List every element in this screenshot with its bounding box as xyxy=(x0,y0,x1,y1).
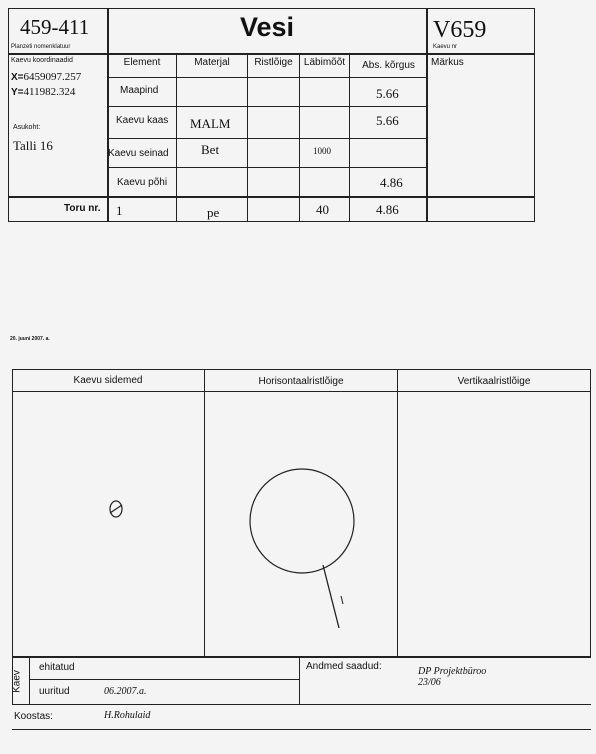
compiled-label: Koostas: xyxy=(14,711,53,722)
col-header-element: Element xyxy=(123,57,161,68)
pipe-number: 1 xyxy=(116,203,123,218)
page-title: Vesi xyxy=(239,12,295,42)
coords-label: Kaevu koordinaadid xyxy=(11,57,73,64)
x-label: X= xyxy=(11,72,24,83)
nomenclature-label: Planzeti nomenklatuur xyxy=(11,44,71,50)
x-coordinate xyxy=(11,71,81,83)
data-source-value: DP Projektbüroo xyxy=(418,666,487,677)
surveyed-date: 06.2007.a. xyxy=(104,686,147,697)
panel-title-connections: Kaevu sidemed xyxy=(73,375,143,386)
pipe-diameter: 40 xyxy=(316,202,329,217)
col-header-remarks: Märkus xyxy=(431,57,464,68)
well-label: Kaev xyxy=(11,670,23,693)
well-connection-symbol xyxy=(106,498,126,520)
data-source-date: 23/06 xyxy=(418,677,441,688)
panel-title-horizontal-section: Horisontaalristlõige xyxy=(258,376,344,387)
location-value: Talli 16 xyxy=(13,138,53,153)
data-source-label: Andmed saadud: xyxy=(306,661,382,672)
row-height: 5.66 xyxy=(376,86,399,101)
pipe-material: pe xyxy=(207,205,220,220)
y-coordinate xyxy=(11,86,75,98)
row-material: Bet xyxy=(201,142,220,157)
built-label: ehitatud xyxy=(39,662,75,673)
y-label: Y= xyxy=(11,87,24,98)
row-diameter: 1000 xyxy=(313,146,331,156)
location-label: Asukoht: xyxy=(13,124,41,131)
row-element: Kaevu põhi xyxy=(117,177,168,188)
row-element: Kaevu kaas xyxy=(116,115,169,126)
col-header-abs-height: Abs. kõrgus xyxy=(362,60,415,71)
well-number: V659 xyxy=(433,17,487,43)
horizontal-section-drawing xyxy=(245,468,360,633)
surveyed-label: uuritud xyxy=(39,686,70,697)
row-height: 4.86 xyxy=(380,175,403,190)
row-material: MALM xyxy=(190,116,231,131)
compiled-value: H.Rohulaid xyxy=(104,710,151,721)
well-number-label: Kaevu nr xyxy=(433,44,458,50)
nomenclature-code: 459-411 xyxy=(20,15,90,39)
col-header-material: Materjal xyxy=(194,57,230,68)
col-header-diameter: Läbimõõt xyxy=(303,57,346,68)
row-element: Kaevu seinad xyxy=(108,148,169,159)
row-height: 5.66 xyxy=(376,113,399,128)
row-element: Maapind xyxy=(120,85,159,96)
pipe-height: 4.86 xyxy=(376,202,399,217)
panel-title-vertical-section: Vertikaalristlõige xyxy=(457,376,531,387)
x-value: 6459097.257 xyxy=(23,71,82,83)
date-stamp: 20. juuni 2007. a. xyxy=(10,336,50,342)
col-header-cross-section: Ristlõige xyxy=(254,57,293,68)
pipe-label: Toru nr. xyxy=(64,203,101,214)
y-value: 411982.324 xyxy=(23,86,76,98)
